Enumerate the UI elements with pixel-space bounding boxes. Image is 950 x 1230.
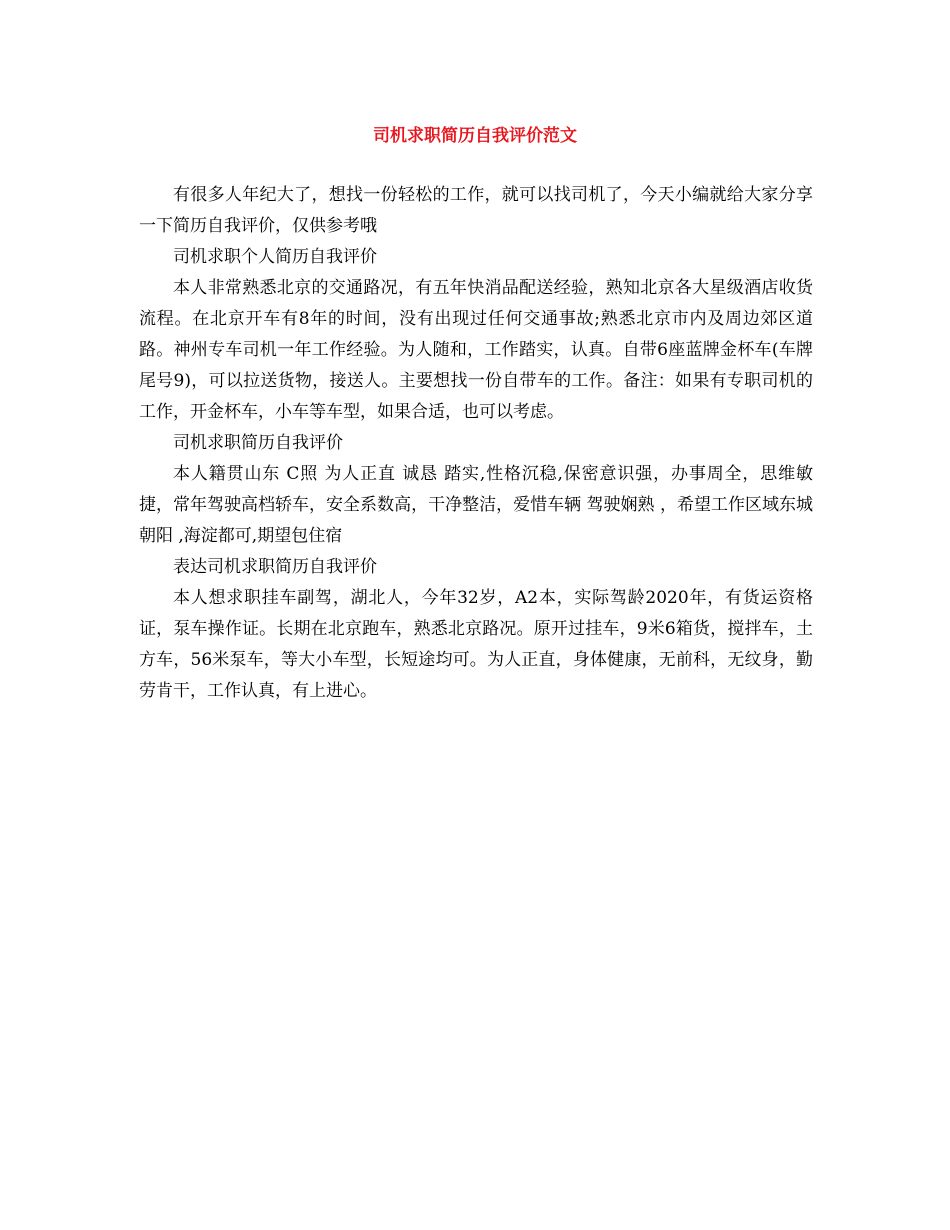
document-body <box>139 180 813 707</box>
section-paragraph-personal: 本人非常熟悉北京的交通路况，有五年快消品配送经验，熟知北京各大星级酒店收货流程。在北京开车有8年的时间，没有出现过任何交通事故;熟悉北京市内及周边郊区道路。神州专车司机一年工作经验。为人随和，工作踏实，认真。自带6座蓝牌金杯车(车牌尾号9)，可以拉送货物，接送人。主要想找一份自带车的工作。备注：如果有专职司机的工作，开金杯车，小车等车型，如果合适，也可以考虑。 <box>139 278 813 422</box>
section-heading-resume: 司机求职简历自我评价 <box>173 433 343 453</box>
section-paragraph-resume: 本人籍贯山东 C照 为人正直 诚恳 踏实,性格沉稳,保密意识强，办事周全，思维敏捷，常年驾驶高档轿车，安全系数高，干净整洁，爱惜车辆 驾驶娴熟 ，希望工作区域东城 朝阳 ,海淀都可,期望包住宿 <box>139 464 813 546</box>
section-heading-personal: 司机求职个人简历自我评价 <box>173 247 377 267</box>
section-heading-expression: 表达司机求职简历自我评价 <box>173 557 377 577</box>
document-title: 司机求职简历自我评价范文 <box>373 126 577 146</box>
section-paragraph-expression: 本人想求职挂车副驾，湖北人，今年32岁，A2本，实际驾龄2020年，有货运资格证，泵车操作证。长期在北京跑车，熟悉北京路况。原开过挂车，9米6箱货，搅拌车，土方车，56米泵车，等大小车型，长短途均可。为人正直，身体健康，无前科，无纹身，勤劳肯干，工作认真，有上进心。 <box>139 588 813 701</box>
intro-paragraph: 有很多人年纪大了，想找一份轻松的工作，就可以找司机了，今天小编就给大家分享一下简历自我评价，仅供参考哦 <box>139 185 813 236</box>
